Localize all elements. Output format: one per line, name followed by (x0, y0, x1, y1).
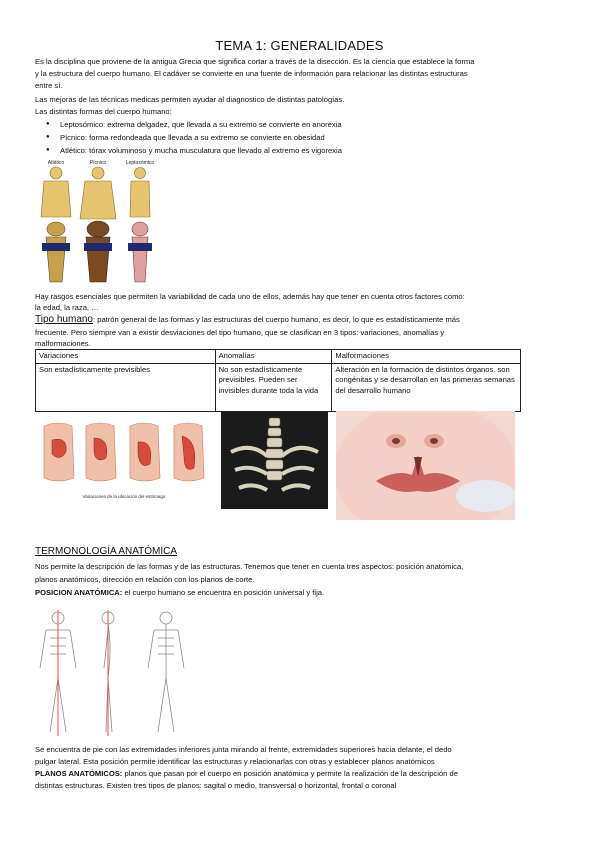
table-header-cell: Anomalías (215, 350, 332, 364)
posicion-text: el cuerpo humano se encuentra en posición universal y fija. (122, 588, 325, 597)
figure-label-picnico: Pícnico (89, 160, 107, 166)
table-cell: Alteración en la formación de distintos órganos. son congénitas y se desarrollan en las primeras semanas del desarrollo humano (332, 363, 521, 411)
factors-line-2: la edad, la raza, … (35, 303, 99, 312)
table-header-cell: Variaciones (36, 350, 216, 364)
body-type-item: ● Atlético: tórax voluminoso y mucha musculatura que llevado al extremo es vigorexia (60, 145, 560, 156)
body-types-figure (36, 157, 166, 287)
tipo-humano-line-3: malformaciones. (35, 339, 91, 348)
malformation-photo (336, 411, 515, 520)
bottom-line-2: pulgar lateral. Esta posición permite identificar las estructuras y relacionarlas con otras y establecer planos anatómicos (35, 757, 435, 766)
posicion-line (35, 587, 565, 598)
posicion-label: POSICION ANATÓMICA: (35, 588, 123, 597)
figure-label-atletico: Atlético (47, 160, 65, 166)
body-type-item: ● Leptosómico: extrema delgadez, que llevada a su extremo se convierte en anorexia (60, 119, 560, 130)
table-header-row (36, 350, 521, 364)
tipo-humano-heading: Tipo humano (35, 314, 93, 325)
bottom-line-4: distintas estructuras. Existen tres tipos de planos: sagital o medio, transversal o horizontal, frontal o coronal (35, 781, 397, 790)
figure-label-leptosomico: Leptosómico (125, 160, 155, 166)
deviations-table (35, 349, 521, 412)
table-cell: Son estadísticamente previsibles (36, 363, 216, 411)
body-type-item: ● Pícnico: forma redondeada que llevada a su extremo se convierte en obesidad (60, 132, 560, 143)
bottom-line-1: Se encuentra de pie con las extremidades inferiores junta mirando al frente, extremidades superiores hacia delante, el dedo (35, 745, 452, 754)
planos-text: planos que pasan por el cuerpo en posición anatómica y permite la realización de la descripción de (122, 769, 458, 778)
planos-label: PLANOS ANATÓMICOS: (35, 769, 123, 778)
stomach-caption: Variaciones de la ubicación del estómago (82, 494, 166, 499)
planos-line (35, 768, 565, 779)
tipo-humano-line-1 (35, 314, 565, 325)
page-title: TEMA 1: GENERALIDADES (215, 38, 384, 53)
terminologia-line-1: Nos permite la descripción de las formas y de las estructuras. Tenemos que tener en cuenta tres aspectos: posición anatómica, (35, 562, 464, 571)
intro-line-2: y la estructura del cuerpo humano. El cadáver se convierte en una fuente de información para relacionar las distintas estructuras (35, 69, 468, 78)
terminologia-line-2: planos anatómicos, dirección en relación con los planos de corte. (35, 575, 255, 584)
table-row (36, 363, 521, 411)
intro-line-5: Las distintas formas del cuerpo humano: (35, 107, 172, 116)
tipo-humano-text: : patrón general de las formas y las estructuras del cuerpo humano, es decir, lo que es estadísticamente más (93, 315, 460, 324)
intro-line-1: Es la disciplina que proviene de la antigua Grecia que significa cortar a través de la disección. Es la ciencia que establece la forma (35, 57, 475, 66)
table-header-cell: Malformaciones (332, 350, 521, 364)
anatomical-position-figure (36, 608, 194, 738)
intro-line-3: entre sí. (35, 81, 63, 90)
intro-line-4: Las mejoras de las técnicas medicas permiten ayudar al diagnostico de distintas patologías. (35, 95, 345, 104)
terminologia-heading: TERMONOLOGÍA ANATÓMICA (35, 546, 178, 557)
tipo-humano-line-2: frecuente. Pero siempre van a existir desviaciones del tipo humano, que se clasifican en 3 tipos: variaciones, anomalías y (35, 328, 445, 337)
table-cell: No son estadísticamente previsibles. Pueden ser invisibles durante toda la vida (215, 363, 332, 411)
anomaly-skeleton-image (221, 412, 328, 509)
stomach-variations-image (38, 418, 210, 504)
factors-line-1: Hay rasgos esenciales que permiten la variabilidad de cada uno de ellos, además hay que tener en cuenta otros factores como: (35, 292, 465, 301)
